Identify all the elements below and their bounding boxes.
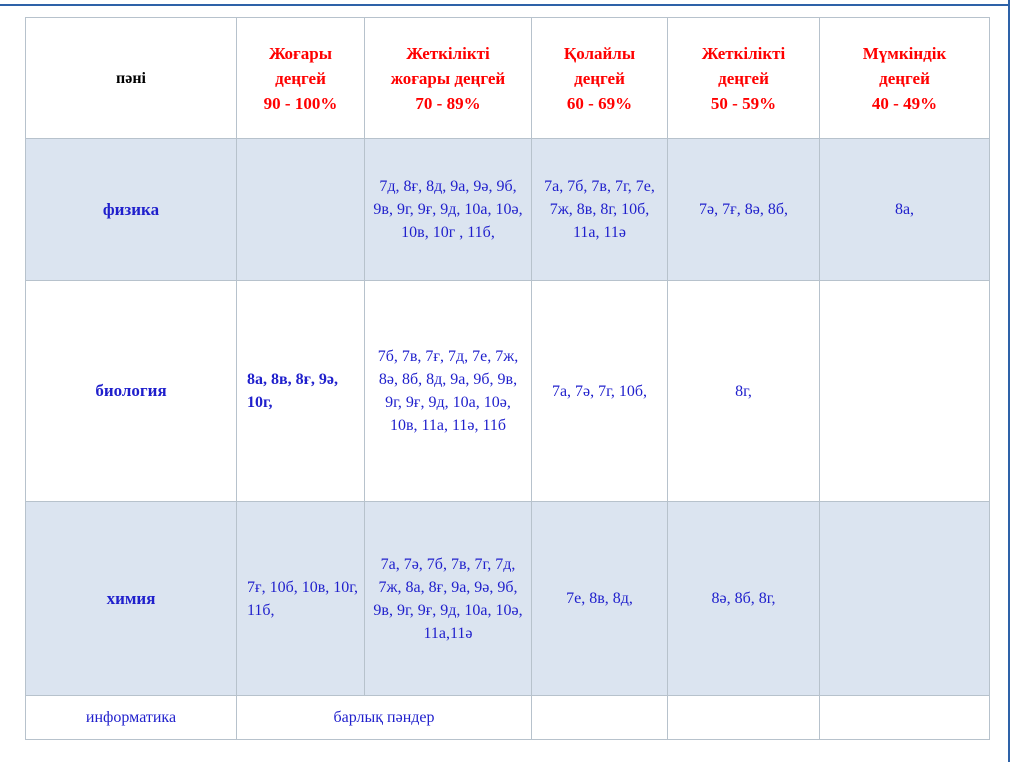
header-level-1-line2: деңгей [275, 68, 326, 88]
informatics-level-5 [820, 696, 990, 740]
subject-cell-informatics: информатика [26, 696, 237, 740]
table-row-informatics [26, 696, 990, 740]
header-level-5 [820, 18, 990, 139]
header-level-5-range: 40 - 49% [871, 93, 938, 113]
chemistry-level-1: 7ғ, 10б, 10в, 10г, 11б, [237, 502, 365, 696]
table-row-chemistry [26, 502, 990, 696]
physics-level-2: 7д, 8ғ, 8д, 9а, 9ә, 9б, 9в, 9г, 9ғ, 9д, 10а, 10ә, 10в, 10г , 11б, [365, 139, 532, 281]
frame-right-edge [1008, 0, 1010, 762]
table-row-biology [26, 281, 990, 502]
header-level-1-line1: Жоғары [269, 43, 332, 63]
table-header-row [26, 18, 990, 139]
chemistry-level-4: 8ә, 8б, 8г, [668, 502, 820, 696]
informatics-level-4 [668, 696, 820, 740]
header-level-4-line2: деңгей [718, 68, 769, 88]
biology-level-2: 7б, 7в, 7ғ, 7д, 7е, 7ж, 8ә, 8б, 8д, 9а, 9б, 9в, 9г, 9ғ, 9д, 10а, 10ә, 10в, 11а, 11ә, 11б [365, 281, 532, 502]
table-row-physics [26, 139, 990, 281]
subject-cell-physics: физика [26, 139, 237, 281]
header-level-2 [365, 18, 532, 139]
header-level-1-range: 90 - 100% [263, 93, 338, 113]
header-level-2-line1: Жеткілікті [406, 43, 490, 63]
header-level-2-line2: жоғары деңгей [390, 68, 506, 88]
chemistry-level-5 [820, 502, 990, 696]
subject-cell-biology: биология [26, 281, 237, 502]
physics-level-1 [237, 139, 365, 281]
biology-level-4: 8г, [668, 281, 820, 502]
physics-level-5: 8а, [820, 139, 990, 281]
informatics-all-subjects: барлық пәндер [237, 696, 532, 740]
biology-level-3: 7а, 7ә, 7г, 10б, [532, 281, 668, 502]
grade-level-table [25, 17, 990, 740]
header-level-5-line1: Мүмкіндік [862, 43, 947, 63]
header-level-3 [532, 18, 668, 139]
chemistry-level-2: 7а, 7ә, 7б, 7в, 7г, 7д, 7ж, 8а, 8ғ, 9а, 9ә, 9б, 9в, 9г, 9ғ, 9д, 10а, 10ә, 11а,11ә [365, 502, 532, 696]
header-level-5-line2: деңгей [879, 68, 930, 88]
biology-level-5 [820, 281, 990, 502]
physics-level-4: 7ә, 7ғ, 8ә, 8б, [668, 139, 820, 281]
header-level-3-line2: деңгей [574, 68, 625, 88]
chemistry-level-3: 7е, 8в, 8д, [532, 502, 668, 696]
biology-level-1: 8а, 8в, 8ғ, 9ә, 10г, [237, 281, 365, 502]
header-level-4-line1: Жеткілікті [701, 43, 786, 63]
frame-top-edge [0, 4, 1010, 6]
header-level-3-line1: Қолайлы [563, 43, 636, 63]
physics-level-3: 7а, 7б, 7в, 7г, 7е, 7ж, 8в, 8г, 10б, 11а, 11ә [532, 139, 668, 281]
header-level-4 [668, 18, 820, 139]
header-level-3-range: 60 - 69% [566, 93, 633, 113]
header-subject: пәні [26, 18, 237, 139]
informatics-level-3 [532, 696, 668, 740]
subject-cell-chemistry: химия [26, 502, 237, 696]
header-level-4-range: 50 - 59% [710, 93, 777, 113]
header-level-1 [237, 18, 365, 139]
header-level-2-range: 70 - 89% [415, 93, 481, 113]
